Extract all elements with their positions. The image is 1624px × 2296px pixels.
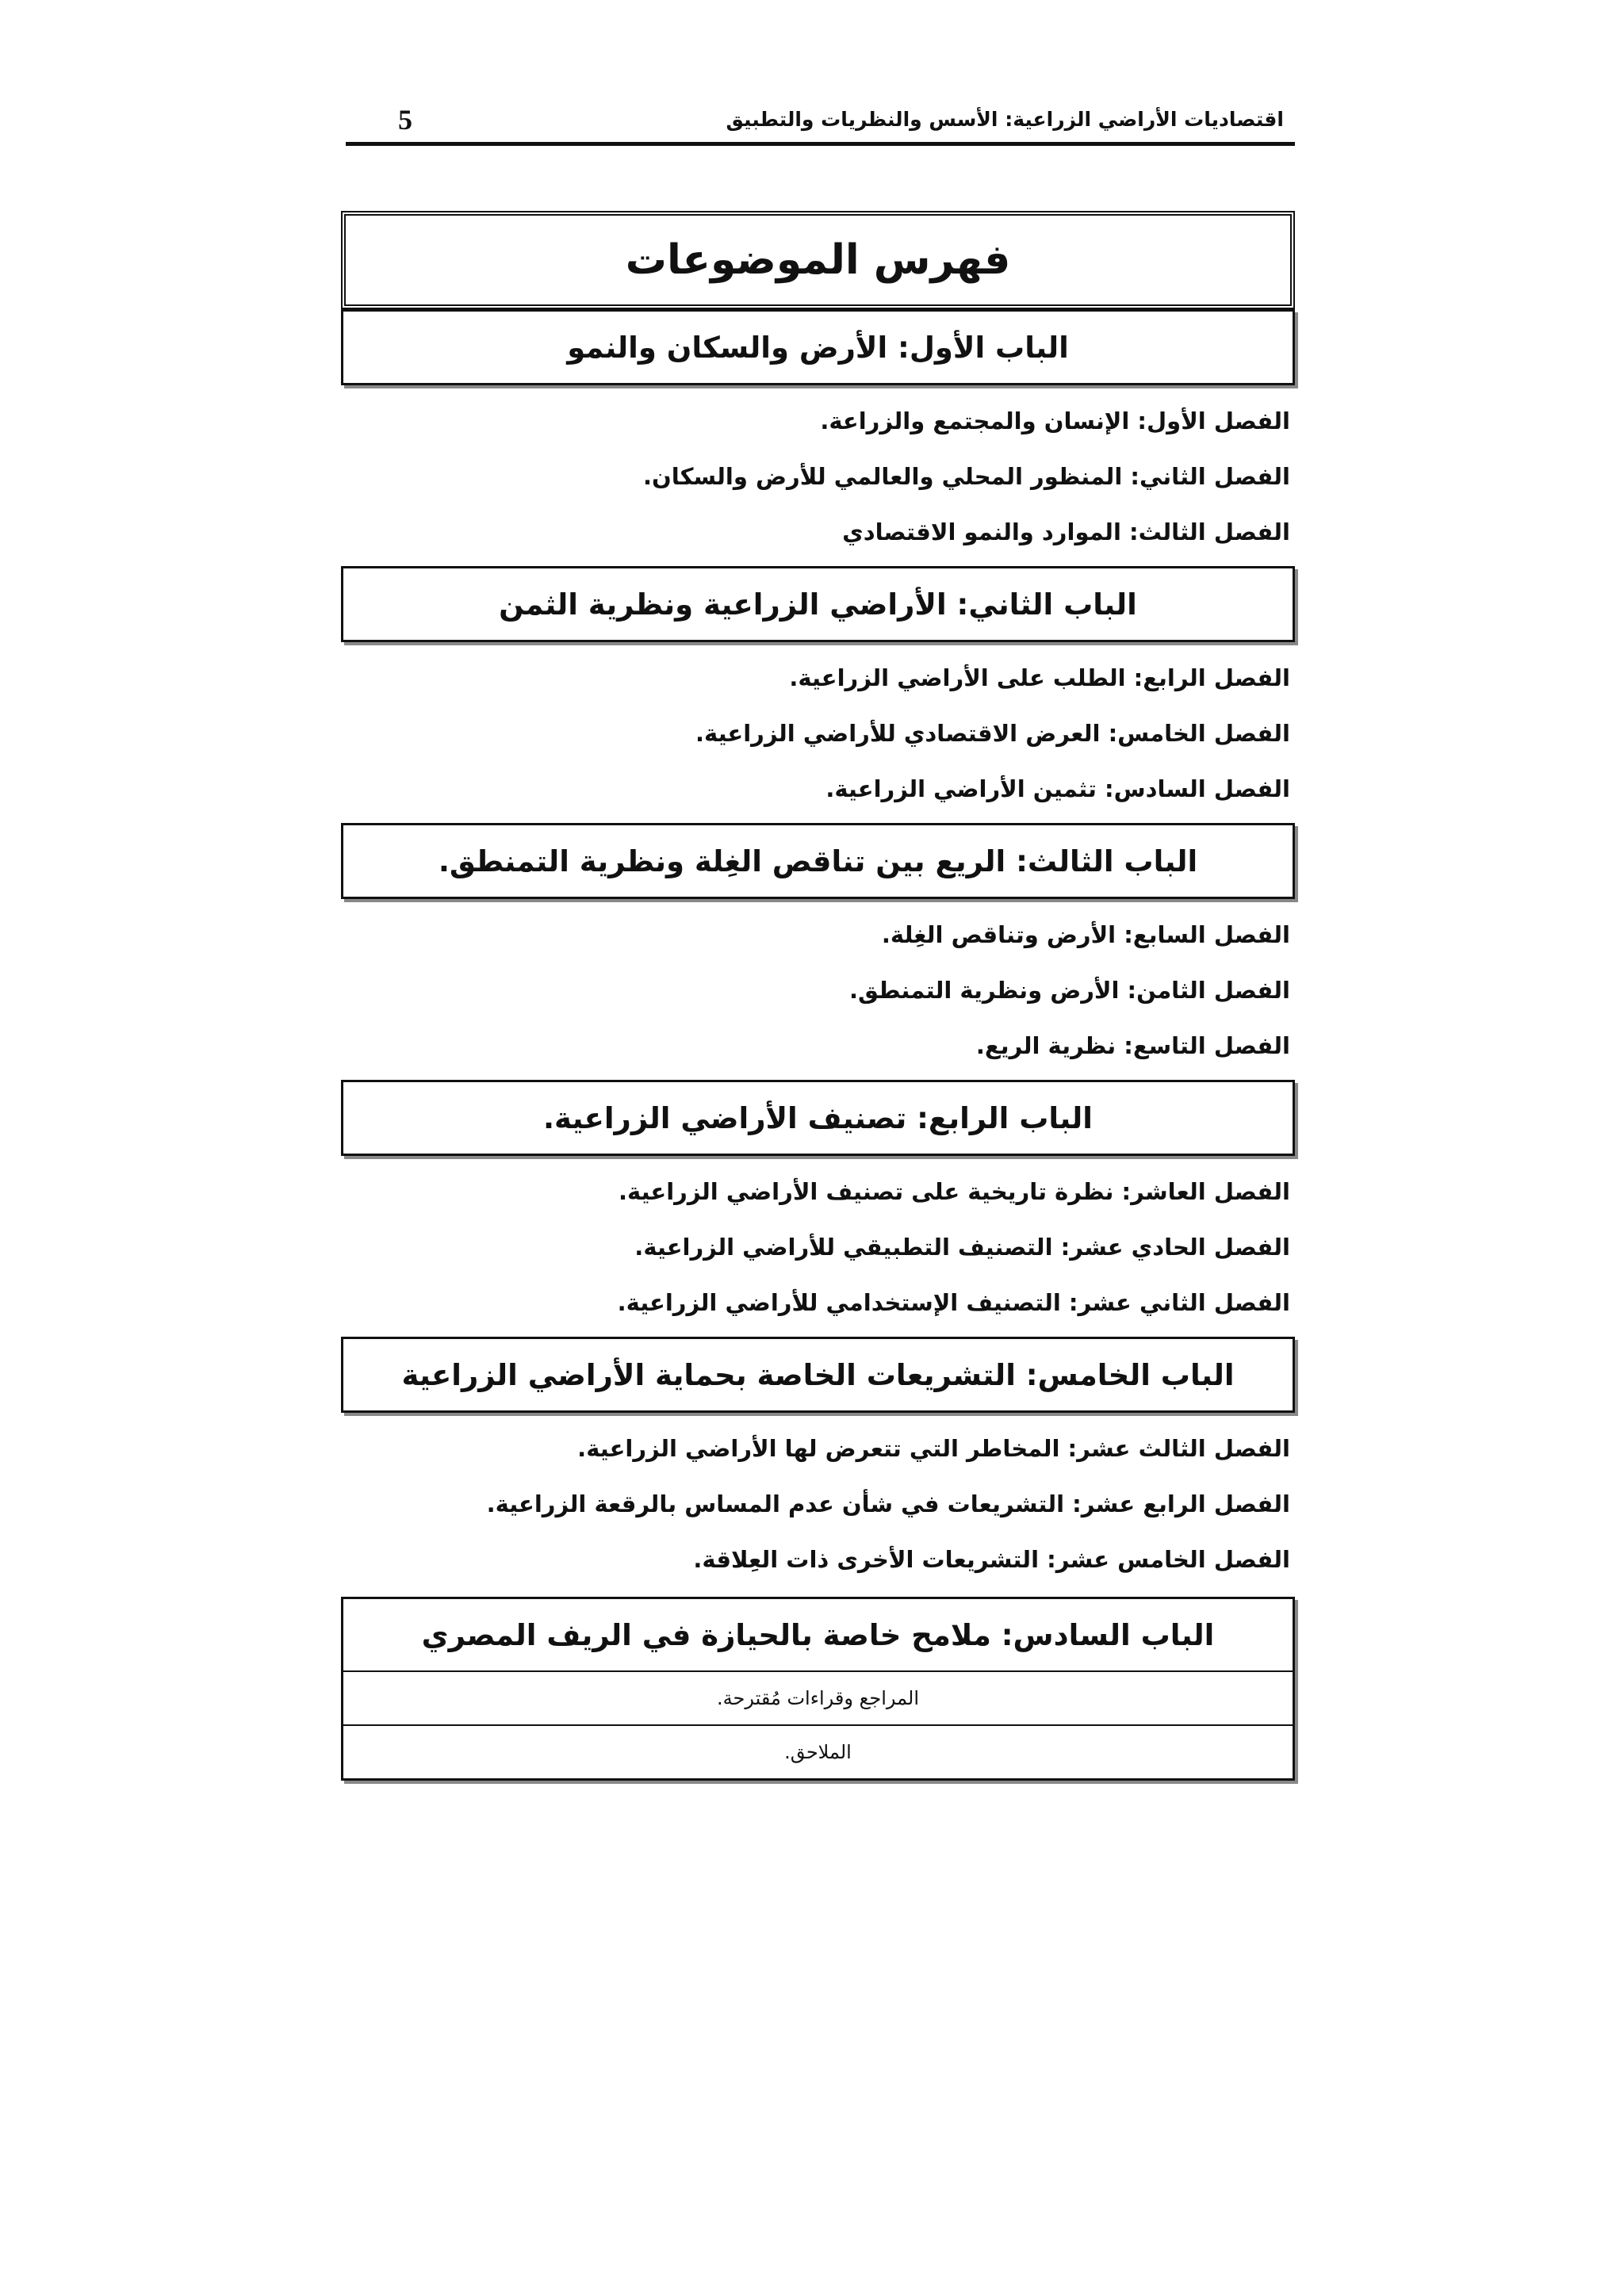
part-5-title: الباب الخامس: التشريعات الخاصة بحماية الأراضي الزراعية	[341, 1337, 1295, 1413]
chapter-5: الفصل الخامس: العرض الاقتصادي للأراضي الزراعية.	[695, 720, 1290, 747]
chapter-1: الفصل الأول: الإنسان والمجتمع والزراعة.	[820, 408, 1290, 434]
chapter-7: الفصل السابع: الأرض وتناقص الغِلة.	[881, 921, 1290, 948]
chapter-10: الفصل العاشر: نظرة تاريخية على تصنيف الأراضي الزراعية.	[618, 1178, 1290, 1205]
part-2-chapters	[341, 642, 1295, 823]
part-2-title: الباب الثاني: الأراضي الزراعية ونظرية الثمن	[341, 566, 1295, 642]
table-of-contents	[341, 211, 1295, 1781]
part-5-chapters	[341, 1413, 1295, 1594]
chapter-15: الفصل الخامس عشر: التشريعات الأخرى ذات العِلاقة.	[693, 1546, 1290, 1573]
part-6-title: الباب السادس: ملامح خاصة بالحيازة في الريف المصري	[421, 1617, 1215, 1652]
page-header	[346, 95, 1295, 146]
toc-title: فهرس الموضوعات	[341, 211, 1295, 309]
part-4-title: الباب الرابع: تصنيف الأراضي الزراعية.	[341, 1080, 1295, 1156]
chapter-13: الفصل الثالث عشر: المخاطر التي تتعرض لها الأراضي الزراعية.	[577, 1435, 1290, 1462]
chapter-12: الفصل الثاني عشر: التصنيف الإستخدامي للأراضي الزراعية.	[617, 1289, 1290, 1316]
page-number: 5	[398, 104, 412, 136]
chapter-9: الفصل التاسع: نظرية الريع.	[975, 1032, 1290, 1059]
chapter-11: الفصل الحادي عشر: التصنيف التطبيقي للأراضي الزراعية.	[634, 1234, 1290, 1261]
chapter-6: الفصل السادس: تثمين الأراضي الزراعية.	[825, 775, 1290, 802]
references-entry: المراجع وقراءات مُقترحة.	[343, 1670, 1293, 1724]
part-4-chapters	[341, 1156, 1295, 1337]
chapter-8: الفصل الثامن: الأرض ونظرية التمنطق.	[848, 977, 1290, 1004]
part-3-title: الباب الثالث: الريع بين تناقص الغِلة ونظرية التمنطق.	[341, 823, 1295, 899]
part-1-chapters	[341, 385, 1295, 566]
part-6-box	[341, 1597, 1295, 1781]
chapter-4: الفصل الرابع: الطلب على الأراضي الزراعية.	[789, 664, 1290, 691]
chapter-2: الفصل الثاني: المنظور المحلي والعالمي للأرض والسكان.	[643, 463, 1290, 490]
appendices-entry: الملاحق.	[343, 1724, 1293, 1778]
part-3-chapters	[341, 899, 1295, 1080]
chapter-14: الفصل الرابع عشر: التشريعات في شأن عدم المساس بالرقعة الزراعية.	[486, 1490, 1290, 1517]
chapter-3: الفصل الثالث: الموارد والنمو الاقتصادي	[842, 519, 1290, 545]
part-1-title: الباب الأول: الأرض والسكان والنمو	[341, 309, 1295, 385]
book-title: اقتصاديات الأراضي الزراعية: الأسس والنظريات والتطبيق	[726, 108, 1284, 131]
